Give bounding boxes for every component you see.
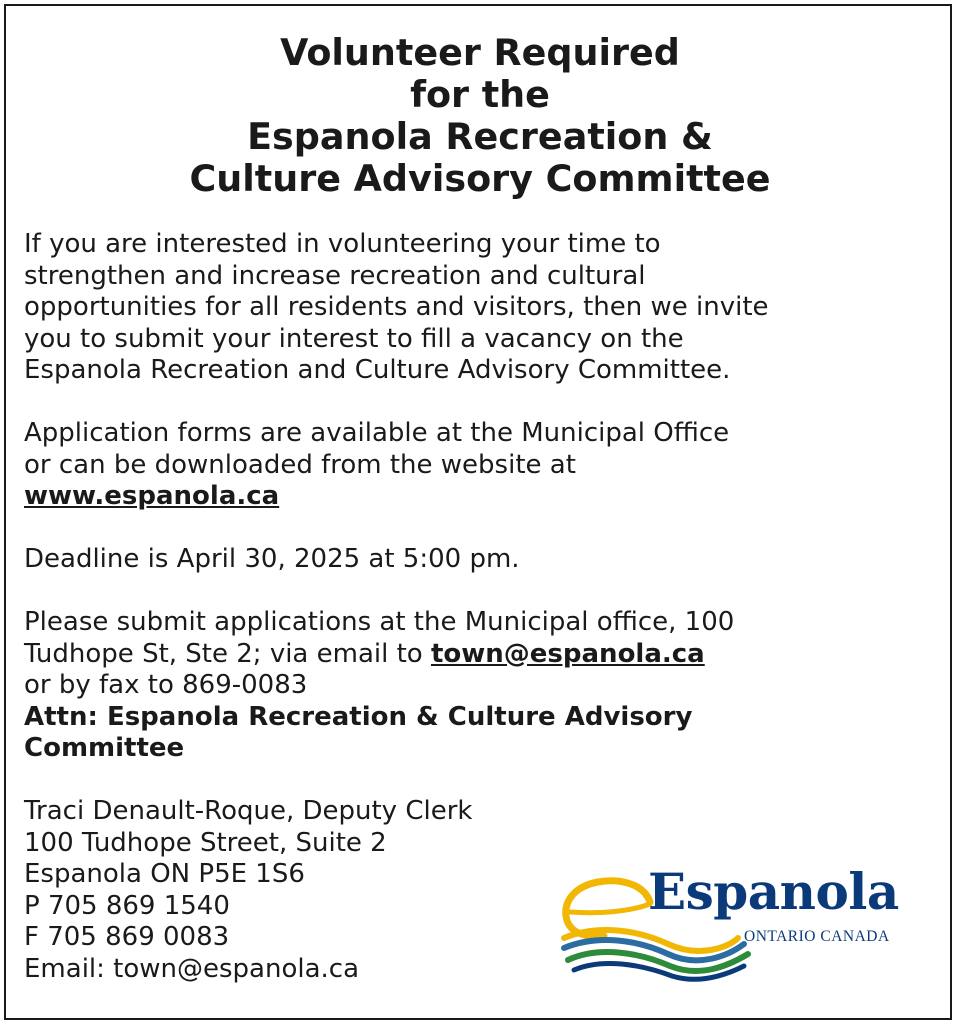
- contact-address-2: Espanola ON P5E 1S6: [24, 859, 305, 889]
- intro-line-3: opportunities for all residents and visitors, then we invite: [24, 292, 769, 322]
- intro-line-2: strengthen and increase recreation and cultural: [24, 260, 646, 291]
- logo-tagline: ONTARIO CANADA: [744, 928, 890, 945]
- title-line-1: Volunteer Required: [280, 31, 680, 74]
- email-link[interactable]: town@espanola.ca: [430, 638, 705, 669]
- submit-line-1: Please submit applications at the Municipal office, 100: [24, 607, 735, 637]
- attn-line-1: Attn: Espanola Recreation & Culture Advisory: [24, 701, 693, 732]
- deadline-text: Deadline is April 30, 2025 at 5:00 pm.: [24, 544, 520, 574]
- intro-line-1: If you are interested in volunteering your time to: [24, 229, 661, 259]
- contact-phone: P 705 869 1540: [24, 890, 230, 921]
- intro-paragraph: [24, 229, 944, 387]
- forms-line-1: Application forms are available at the Municipal Office: [24, 418, 730, 448]
- contact-email: Email: town@espanola.ca: [24, 953, 360, 984]
- forms-paragraph: [24, 418, 944, 513]
- title-line-3: Espanola Recreation &: [247, 115, 713, 158]
- espanola-logo: [558, 862, 938, 988]
- title-line-2: for the: [410, 73, 550, 116]
- forms-line-2: or can be downloaded from the website at: [24, 449, 576, 480]
- title-line-4: Culture Advisory Committee: [189, 157, 771, 200]
- contact-fax: F 705 869 0083: [24, 922, 230, 952]
- submit-line-2: Tudhope St, Ste 2; via email to: [24, 638, 431, 669]
- attn-line-2: Committee: [24, 733, 185, 763]
- submit-paragraph: [24, 607, 944, 765]
- submit-line-3: or by fax to 869-0083: [24, 670, 308, 700]
- notice-title: [6, 32, 954, 200]
- intro-line-5: Espanola Recreation and Culture Advisory Committee.: [24, 355, 731, 385]
- deadline-paragraph: [24, 544, 944, 576]
- notice-frame: [4, 4, 952, 1020]
- website-link[interactable]: www.espanola.ca: [24, 481, 280, 511]
- intro-line-4: you to submit your interest to fill a vacancy on the: [24, 323, 684, 354]
- contact-name: Traci Denault-Roque, Deputy Clerk: [24, 796, 473, 826]
- contact-address-1: 100 Tudhope Street, Suite 2: [24, 827, 387, 858]
- logo-wordmark: Espanola: [648, 862, 899, 921]
